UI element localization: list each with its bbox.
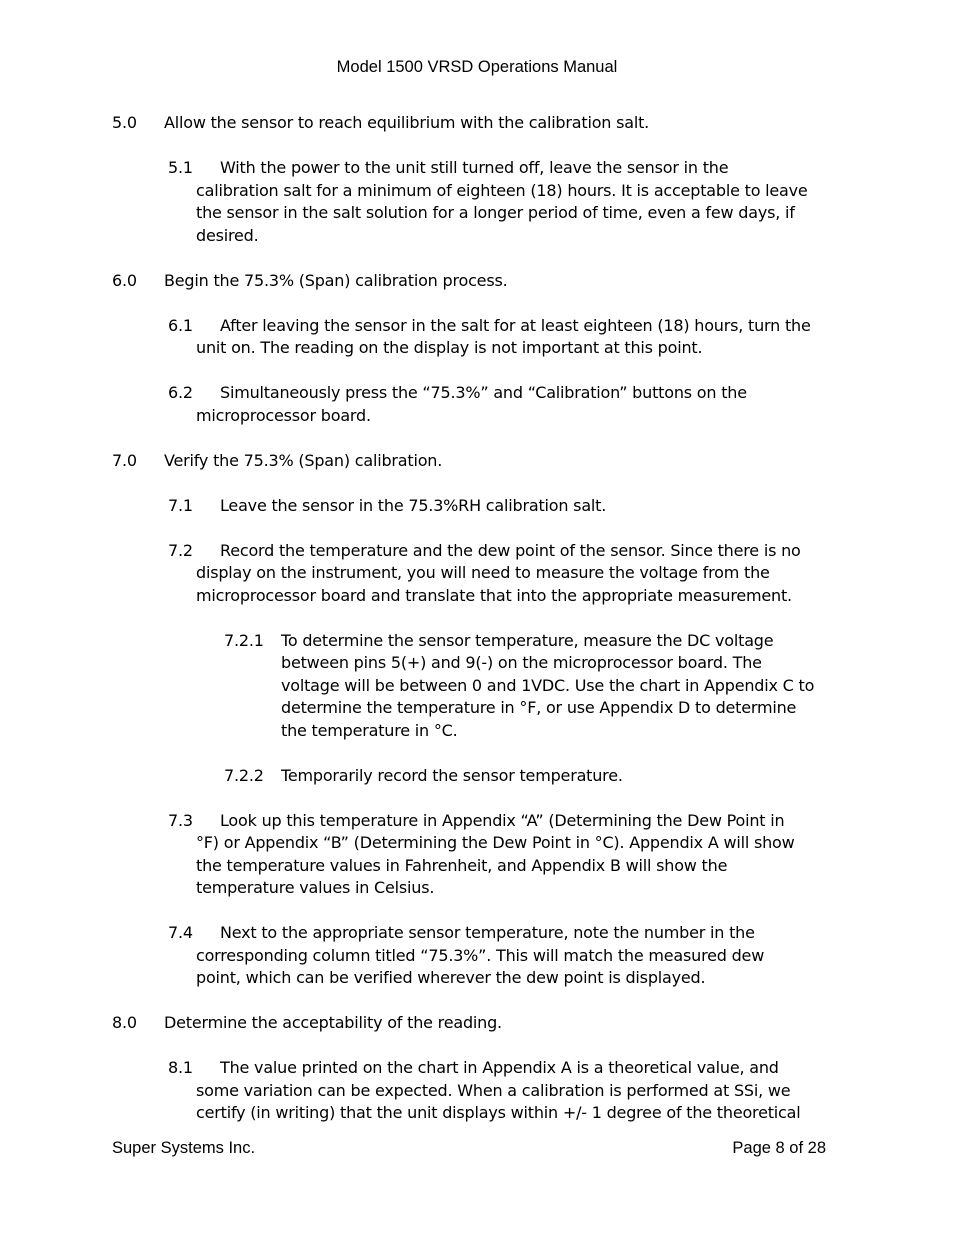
- footer-page-number: Page 8 of 28: [732, 1139, 826, 1157]
- step-text-line: Record the temperature and the dew point of the sensor. Since there is no: [220, 540, 801, 560]
- step-text-line: Allow the sensor to reach equilibrium with the calibration salt.: [164, 113, 650, 132]
- step-6-1: [0, 315, 954, 360]
- step-text-line: microprocessor board and translate that into the appropriate measurement.: [196, 585, 792, 605]
- step-8-0: [0, 1012, 954, 1035]
- step-text-line: Determine the acceptability of the reading.: [164, 1013, 502, 1032]
- step-text-line: voltage will be between 0 and 1VDC. Use the chart in Appendix C to: [281, 675, 815, 695]
- step-text-line: With the power to the unit still turned off, leave the sensor in the: [220, 158, 729, 177]
- step-5-1: [0, 157, 954, 247]
- step-text-line: Temporarily record the sensor temperature.: [281, 765, 623, 785]
- step-text-line: the sensor in the salt solution for a longer period of time, even a few days, if: [196, 203, 795, 222]
- step-text-line: desired.: [196, 225, 259, 245]
- step-number: 7.2.1: [224, 630, 264, 650]
- step-text-line: °F) or Appendix “B” (Determining the Dew Point in °C). Appendix A will show: [196, 833, 795, 852]
- step-5-0: [0, 112, 954, 135]
- step-6-2: [0, 382, 954, 427]
- step-text-line: the temperature in °C.: [281, 720, 458, 740]
- step-text-line: Simultaneously press the “75.3%” and “Calibration” buttons on the: [220, 383, 747, 402]
- step-text-line: Next to the appropriate sensor temperature, note the number in the: [220, 923, 755, 942]
- step-number: 7.0: [112, 450, 137, 470]
- step-number: 5.1: [168, 158, 193, 177]
- page-header-title: Model 1500 VRSD Operations Manual: [336, 58, 618, 76]
- step-text-line: corresponding column titled “75.3%”. This will match the measured dew: [196, 945, 765, 965]
- step-text-line: temperature values in Celsius.: [196, 878, 435, 897]
- step-text-line: point, which can be verified wherever the dew point is displayed.: [196, 968, 706, 987]
- step-number: 7.1: [168, 495, 193, 515]
- step-text-line: Leave the sensor in the 75.3%RH calibration salt.: [220, 495, 607, 515]
- step-7-2: [0, 540, 954, 608]
- step-number: 6.1: [168, 315, 193, 335]
- step-text-line: Look up this temperature in Appendix “A” (Determining the Dew Point in: [220, 810, 785, 830]
- step-text-line: After leaving the sensor in the salt for at least eighteen (18) hours, turn the: [220, 315, 811, 335]
- step-text-line: microprocessor board.: [196, 405, 371, 425]
- step-7-1: [0, 495, 954, 518]
- step-7-2-2: [0, 765, 954, 788]
- step-7-0: [0, 450, 954, 473]
- step-text-line: unit on. The reading on the display is not important at this point.: [196, 338, 703, 357]
- step-number: 7.4: [168, 923, 193, 942]
- footer-company: Super Systems Inc.: [112, 1139, 256, 1157]
- step-text-line: calibration salt for a minimum of eighteen (18) hours. It is acceptable to leave: [196, 180, 808, 200]
- step-number: 7.2: [168, 540, 193, 560]
- step-6-0: [0, 270, 954, 293]
- step-text-line: between pins 5(+) and 9(-) on the microprocessor board. The: [281, 653, 762, 672]
- step-text-line: display on the instrument, you will need to measure the voltage from the: [196, 563, 770, 582]
- step-text-line: Begin the 75.3% (Span) calibration process.: [164, 270, 508, 290]
- step-number: 6.2: [168, 383, 193, 402]
- step-7-3: [0, 810, 954, 900]
- step-8-1: [0, 1057, 954, 1125]
- step-text-line: The value printed on the chart in Appendix A is a theoretical value, and: [220, 1058, 779, 1077]
- step-text-line: the temperature values in Fahrenheit, and Appendix B will show the: [196, 855, 728, 875]
- document-body: [0, 112, 954, 1147]
- step-7-4: [0, 922, 954, 990]
- step-7-2-1: [0, 630, 954, 743]
- step-number: 8.0: [112, 1013, 137, 1032]
- step-text-line: To determine the sensor temperature, measure the DC voltage: [281, 630, 774, 650]
- step-text-line: certify (in writing) that the unit displays within +/- 1 degree of the theoretical: [196, 1103, 801, 1122]
- step-text-line: determine the temperature in °F, or use Appendix D to determine: [281, 698, 797, 717]
- step-text-line: Verify the 75.3% (Span) calibration.: [164, 450, 443, 470]
- step-number: 7.3: [168, 810, 193, 830]
- step-number: 7.2.2: [224, 765, 264, 785]
- step-number: 6.0: [112, 270, 137, 290]
- step-number: 5.0: [112, 113, 137, 132]
- step-text-line: some variation can be expected. When a calibration is performed at SSi, we: [196, 1080, 791, 1100]
- step-number: 8.1: [168, 1058, 193, 1077]
